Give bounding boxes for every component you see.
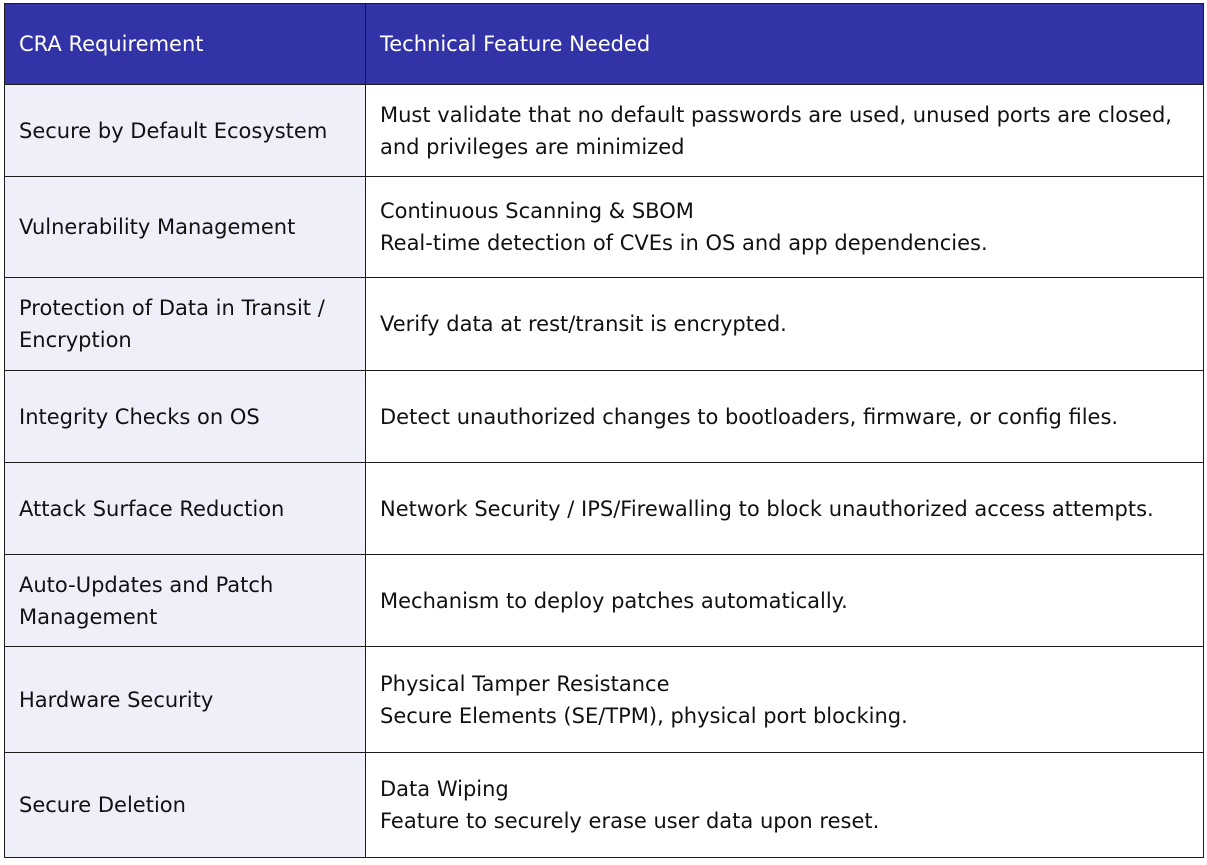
feature-text-line-1: Verify data at rest/transit is encrypted.: [380, 312, 787, 336]
table-row: [5, 463, 1204, 555]
cra-requirements-table-wrapper: [4, 3, 1203, 858]
table-row: [5, 753, 1204, 858]
header-technical-feature: Technical Feature Needed: [366, 4, 1204, 85]
table-row: [5, 555, 1204, 647]
feature-cell: [366, 85, 1204, 177]
feature-text-line-2: and privileges are minimized: [380, 134, 685, 159]
requirement-text: Vulnerability Management: [19, 215, 296, 239]
requirement-cell: [5, 555, 366, 647]
requirement-cell: [5, 85, 366, 177]
feature-cell: [366, 278, 1204, 371]
feature-cell: [366, 463, 1204, 555]
table-header-row: [5, 4, 1204, 85]
feature-text-line-2: Real-time detection of CVEs in OS and app dependencies.: [380, 231, 988, 255]
cra-requirements-table: [4, 3, 1204, 858]
requirement-cell: [5, 753, 366, 858]
requirement-text-line-1: Auto-Updates and Patch: [19, 572, 274, 597]
table-row: [5, 647, 1204, 753]
requirement-cell: [5, 463, 366, 555]
feature-cell: [366, 647, 1204, 753]
feature-text-line-1: Mechanism to deploy patches automatically.: [380, 588, 848, 613]
table-row: [5, 177, 1204, 278]
feature-cell: [366, 177, 1204, 278]
feature-cell: [366, 371, 1204, 463]
feature-text-line-1: Detect unauthorized changes to bootloaders, firmware, or config files.: [380, 404, 1119, 429]
feature-cell: [366, 555, 1204, 647]
table-row: [5, 371, 1204, 463]
feature-cell: [366, 753, 1204, 858]
feature-text-line-1: Continuous Scanning & SBOM: [380, 199, 694, 223]
requirement-text-line-2: Management: [19, 604, 158, 629]
requirement-text: Secure by Default Ecosystem: [19, 118, 328, 143]
feature-text-line-2: Feature to securely erase user data upon reset.: [380, 809, 880, 833]
requirement-text: Integrity Checks on OS: [19, 404, 260, 429]
requirement-text: Attack Surface Reduction: [19, 496, 285, 521]
feature-text-line-1: Physical Tamper Resistance: [380, 671, 670, 696]
feature-text-line-1: Network Security / IPS/Firewalling to block unauthorized access attempts.: [380, 496, 1154, 521]
requirement-cell: [5, 371, 366, 463]
header-cra-requirement: CRA Requirement: [5, 4, 366, 85]
requirement-text: Hardware Security: [19, 687, 214, 712]
requirement-cell: [5, 177, 366, 278]
requirement-text-line-1: Protection of Data in Transit /: [19, 296, 325, 320]
feature-text-line-1: Data Wiping: [380, 777, 509, 801]
requirement-text-line-2: Encryption: [19, 328, 132, 352]
feature-text-line-1: Must validate that no default passwords are used, unused ports are closed,: [380, 102, 1172, 127]
requirement-cell: [5, 278, 366, 371]
feature-text-line-2: Secure Elements (SE/TPM), physical port blocking.: [380, 703, 908, 728]
requirement-text: Secure Deletion: [19, 793, 186, 817]
requirement-cell: [5, 647, 366, 753]
table-row: [5, 278, 1204, 371]
table-row: [5, 85, 1204, 177]
